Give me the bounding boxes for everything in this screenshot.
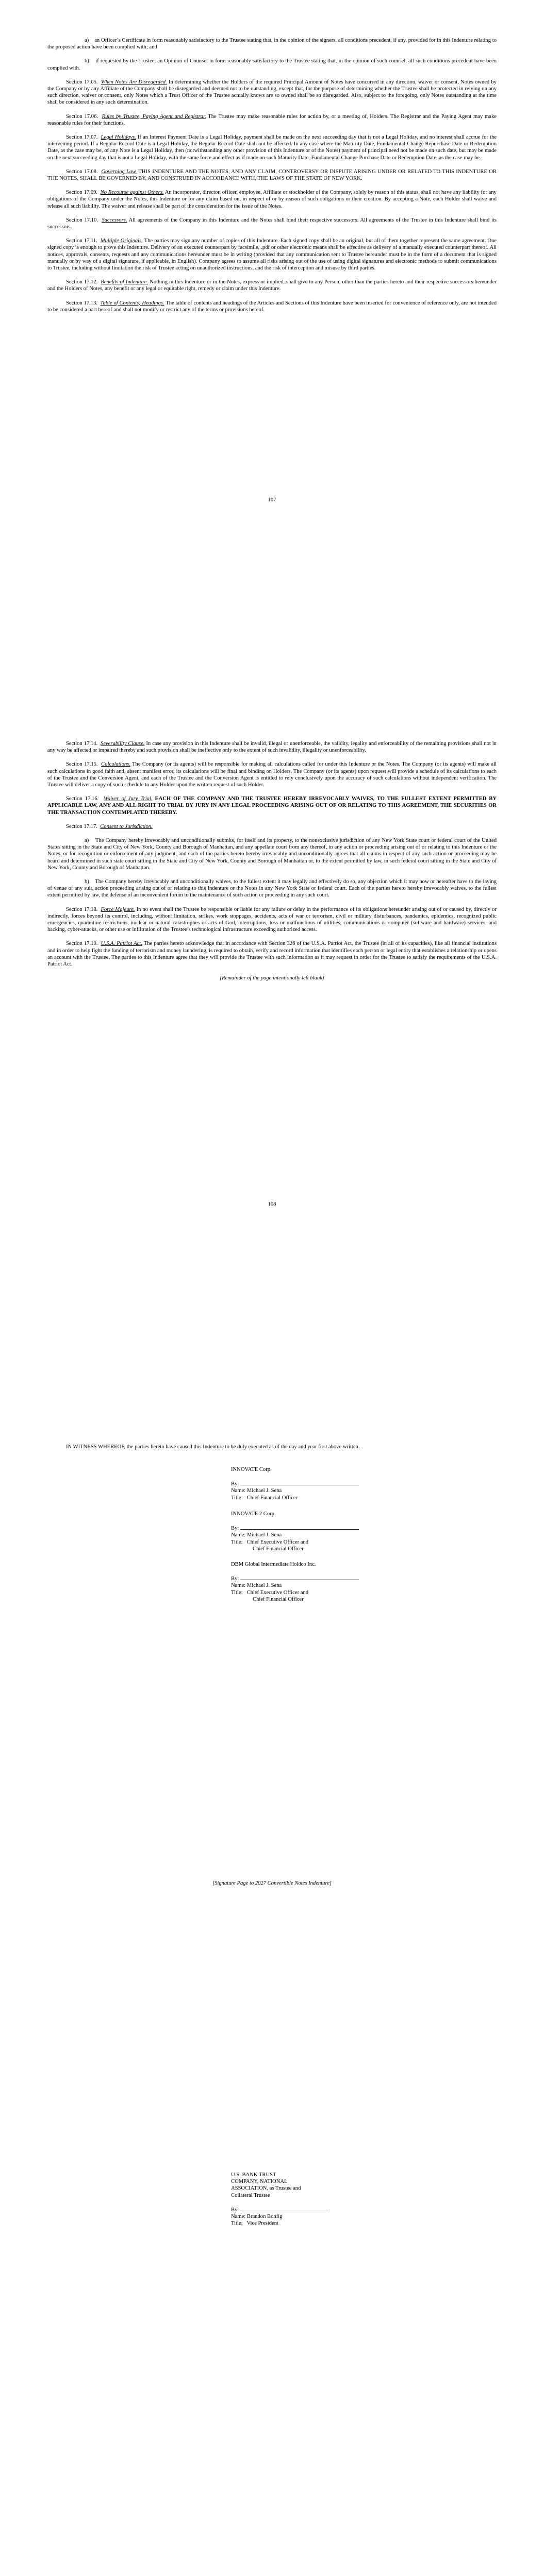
page-107 [0, 0, 544, 703]
signature-block-dbm [231, 1561, 386, 1603]
section-17-19: Section 17.19. U.S.A. Patriot Act. The parties hereto acknowledge that in accordance with Section 326 of the U.S.A. Patriot Act, the Trustee (in all of its capacities), like all financial institutions and in order to help fight the funding of terrorism and money laundering, is required to obtain, verify and record information that identifies each person or legal entity that establishes a relationship or opens an account with the Trustee. The parties to this Indenture agree that they will provide the Trustee with such information as it may request in order for the Trustee to satisfy the requirements of the U.S.A. Patriot Act. [47, 941, 497, 968]
section-17-10: Section 17.10. Successors. All agreements of the Company in this Indenture and the Notes shall bind their respective successors. All agreements of the Trustee in this Indenture shall bind its successors. [47, 217, 497, 230]
section-17-15: Section 17.15. Calculations. The Company (or its agents) will be responsible for making all calculations called for under this Indenture or the Notes. The Company (or its agents) will make all such calculations in good faith and, absent manifest error, its calculations will be final and binding on Holders. The Company (or its agents) upon request will provide a schedule of its calculations to each of the Trustee and the Conversion Agent, and each of the Trustee and the Conversion Agent is entitled to rely conclusively upon the accuracy of such calculations without independent verification. The Trustee will deliver a copy of such schedule to any Holder upon the written request of such Holder. [47, 761, 497, 788]
signatory-title: Title: Chief Financial Officer [231, 1495, 298, 1501]
signatory-name: Name: Michael J. Sena [231, 1532, 282, 1538]
signature-block-innovate-2 [231, 1511, 386, 1552]
signatory-company: INNOVATE Corp. [231, 1467, 272, 1472]
signatory-title-cont: Chief Financial Officer [253, 1596, 304, 1602]
trustee-name-line-2: COMPANY, NATIONAL [231, 2179, 288, 2185]
section-17-12: Section 17.12. Benefits of Indenture. Nothing in this Indenture or in the Notes, express or implied, shall give to any Person, other than the parties hereto and their respective successors hereunder and the Holders of Notes, any benefit or any legal or equitable right, remedy or claim under this Indenture. [47, 279, 497, 292]
section-17-17: Section 17.17. Consent to Jurisdiction. [66, 823, 153, 829]
signature-line: By: [231, 2206, 386, 2213]
witness-block [47, 1444, 497, 1458]
section-17-18: Section 17.18. Force Majeure. In no event shall the Trustee be responsible or liable for any failure or delay in the performance of its obligations hereunder arising out of or caused by, directly or indirectly, forces beyond its control, including, without limitation, strikes, work stoppages, accidents, acts of war or terrorism, civil or military disturbances, pandemics, epidemics, recognized public emergencies, quarantine restrictions, nuclear or natural catastrophes or acts of God, interruptions, loss or malfunctions of utilities, communications or computer (software and hardware) services, and hacking, cyber-attacks, or other use or infiltration of the Trustee’s technological infrastructure exceeding authorized access. [47, 906, 497, 933]
signature-block-trustee [231, 2172, 386, 2227]
section-17-05: Section 17.05. When Notes Are Disregarded. In determining whether the Holders of the required Principal Amount of Notes have concurred in any direction, waiver or consent, Notes owned by the Company or by any Affiliate of the Company shall be disregarded and deemed not to be outstanding, except that, for the purpose of determining whether the Trustee shall be protected in relying on any such direction, waiver or consent, only Notes which a Trust Officer of the Trustee actually knows are so owned shall be so disregarded. Also, subject to the foregoing, only Notes outstanding at the time shall be considered in any such determination. [47, 79, 497, 106]
signatory-name: Name: Michael J. Sena [231, 1488, 282, 1494]
signatory-title: Title: Chief Executive Officer and [231, 1589, 309, 1596]
signature-page-footer: [Signature Page to 2027 Convertible Notes Indenture] [212, 1880, 332, 1886]
signatory-name: Name: Brandon Bonfig [231, 2214, 283, 2220]
signatory-title-cont: Chief Financial Officer [253, 1546, 304, 1552]
blank-page-note: [Remainder of the page intentionally left blank] [219, 975, 324, 981]
section-17-14: Section 17.14. Severability Clause. In case any provision in this Indenture shall be invalid, illegal or unenforceable, the validity, legality and enforceability of the remaining provisions shall not in any way be affected or impaired thereby and such provision shall be ineffective only to the extent of such invalidity, illegality or unenforceability. [47, 741, 497, 754]
signatory-company: INNOVATE 2 Corp. [231, 1511, 276, 1517]
clause-a: a) an Officer’s Certificate in form reasonably satisfactory to the Trustee stating that, in the opinion of the signers, all conditions precedent, if any, provided for in this Indenture relating to the proposed action have been complied with; and [47, 38, 497, 50]
page-108-body [47, 740, 497, 989]
clause-17-17-b: b) The Company hereby irrevocably and unconditionally waives, to the fullest extent it may legally and effectively do so, any objection which it may now or hereafter have to the laying of venue of any suit, action proceeding arising out of or relating to this Indenture or the Notes in any New York State or federal court. Each of the parties hereto hereby irrevocably waives, to the fullest extent permitted by law, the defense of an inconvenient forum to the maintenance of such action or proceeding in any such court. [47, 879, 497, 899]
section-17-16: Section 17.16. Waiver of Jury Trial. EACH OF THE COMPANY AND THE TRUSTEE HEREBY IRREVOCABLY WAIVES, TO THE FULLEST EXTENT PERMITTED BY APPLICABLE LAW, ANY AND ALL RIGHT TO TRIAL BY JURY IN ANY LEGAL PROCEEDING ARISING OUT OF OR RELATING TO THIS AGREEMENT, THE SECURITIES OR THE TRANSACTION CONTEMPLATED THEREBY. [47, 796, 497, 816]
section-17-11: Section 17.11. Multiple Originals. The parties may sign any number of copies of this Indenture. Each signed copy shall be an original, but all of them together represent the same agreement. One signed copy is enough to prove this Indenture. Delivery of an executed counterpart by facsimile, .pdf or other electronic means shall be effective as delivery of a manually executed counterpart thereof. All notices, approvals, consents, requests and any communications hereunder must be in writing (provided that any communication sent to Trustee hereunder must be in the form of a document that is signed manually or by way of a digital signature, if applicable, in English). Company agrees to assume all risks arising out of the use of using digital signatures and electronic methods to submit communications to Trustee, including without limitation the risk of Trustee acting on unauthorized instructions, and the risk of interception and misuse by third parties. [47, 238, 497, 272]
signature-page-company [0, 1406, 544, 2110]
page-number: 108 [268, 1201, 276, 1207]
signature-page-trustee [0, 2110, 544, 2576]
clause-17-17-a: a) The Company hereby irrevocably and unconditionally submits, for itself and its property, to the nonexclusive jurisdiction of any New York State court or federal court of the United States sitting in the State and City of New York, County and Borough of Manhattan, and any appellate court from any thereof, in any action or proceeding arising out of or relating to this Indenture or the Notes, or for recognition or enforcement of any judgment, and each of the parties hereto hereby irrevocably and unconditionally agrees that all claims in respect of any such action or proceeding may be heard and determined in such state court sitting in the State and City of New York, County and Borough of Manhattan or, to the extent permitted by law, in such federal court sitting in the State and City of New York, County and Borough of Manhattan. [47, 838, 497, 871]
signature-line: By: [231, 1574, 386, 1582]
page-107-body [47, 37, 497, 320]
section-17-07: Section 17.07. Legal Holidays. If an Interest Payment Date is a Legal Holiday, payment shall be made on the next succeeding day that is not a Legal Holiday, and no interest shall accrue for the intervening period. If a Regular Record Date is a Legal Holiday, the Regular Record Date shall not be affected. In any case where the Maturity Date, Fundamental Change Repurchase Date or Redemption Date, as the case may be, of any Note is a Legal Holiday, then (notwithstanding any other provision of this Indenture or of the Notes) payment of principal need not be made on such date, but may be made on the next succeeding day that is not a Legal Holiday, with the same force and effect as if made on such Maturity Date, Fundamental Change Purchase Date or Redemption Date, as the case may be. [47, 134, 497, 161]
section-17-08: Section 17.08. Governing Law. THIS INDENTURE AND THE NOTES, AND ANY CLAIM, CONTROVERSY OR DISPUTE ARISING UNDER OR RELATED TO THIS INDENTURE OR THE NOTES, SHALL BE GOVERNED BY, AND CONSTRUED IN ACCORDANCE WITH, THE LAWS OF THE STATE OF NEW YORK. [47, 168, 497, 182]
page-number: 107 [268, 497, 276, 503]
signature-line: By: [231, 1480, 386, 1487]
signatory-company: DBM Global Intermediate Holdco Inc. [231, 1562, 316, 1567]
trustee-name-line-4: Collateral Trustee [231, 2192, 270, 2198]
trustee-name-line-3: ASSOCIATION, as Trustee and [231, 2185, 301, 2192]
clause-b: b) if requested by the Trustee, an Opinion of Counsel in form reasonably satisfactory to the Trustee stating that, in the opinion of such counsel, all such conditions precedent have been complied with. [47, 58, 497, 71]
page-108 [0, 703, 544, 1406]
in-witness-clause: IN WITNESS WHEREOF, the parties hereto have caused this Indenture to be duly executed as of the day and year first above written. [66, 1444, 360, 1450]
section-17-09: Section 17.09. No Recourse against Others. An incorporator, director, officer, employee, Affiliate or stockholder of the Company, solely by reason of this status, shall not have any liability for any obligations of the Company under the Notes, this Indenture or for any claim based on, in respect of or by reason of such obligations or their creation. By accepting a Note, each Holder shall waive and release all such liability. The waiver and release shall be part of the consideration for the issue of the Notes. [47, 190, 497, 209]
signatory-title: Title: Vice President [231, 2221, 278, 2227]
section-17-13: Section 17.13. Table of Contents; Headings. The table of contents and headings of the Articles and Sections of this Indenture have been inserted for convenience of reference only, are not intended to be considered a part hereof and shall not modify or restrict any of the terms or provisions hereof. [47, 300, 497, 313]
section-17-06: Section 17.06. Rules by Trustee, Paying Agent and Registrar. The Trustee may make reasonable rules for action by, or a meeting of, Holders. The Registrar and the Paying Agent may make reasonable rules for their functions. [47, 113, 497, 126]
signature-block-innovate [231, 1466, 386, 1501]
signature-line: By: [231, 1524, 386, 1532]
trustee-name-line-1: U.S. BANK TRUST [231, 2172, 276, 2178]
signatory-title: Title: Chief Executive Officer and [231, 1539, 309, 1545]
signatory-name: Name: Michael J. Sena [231, 1583, 282, 1589]
